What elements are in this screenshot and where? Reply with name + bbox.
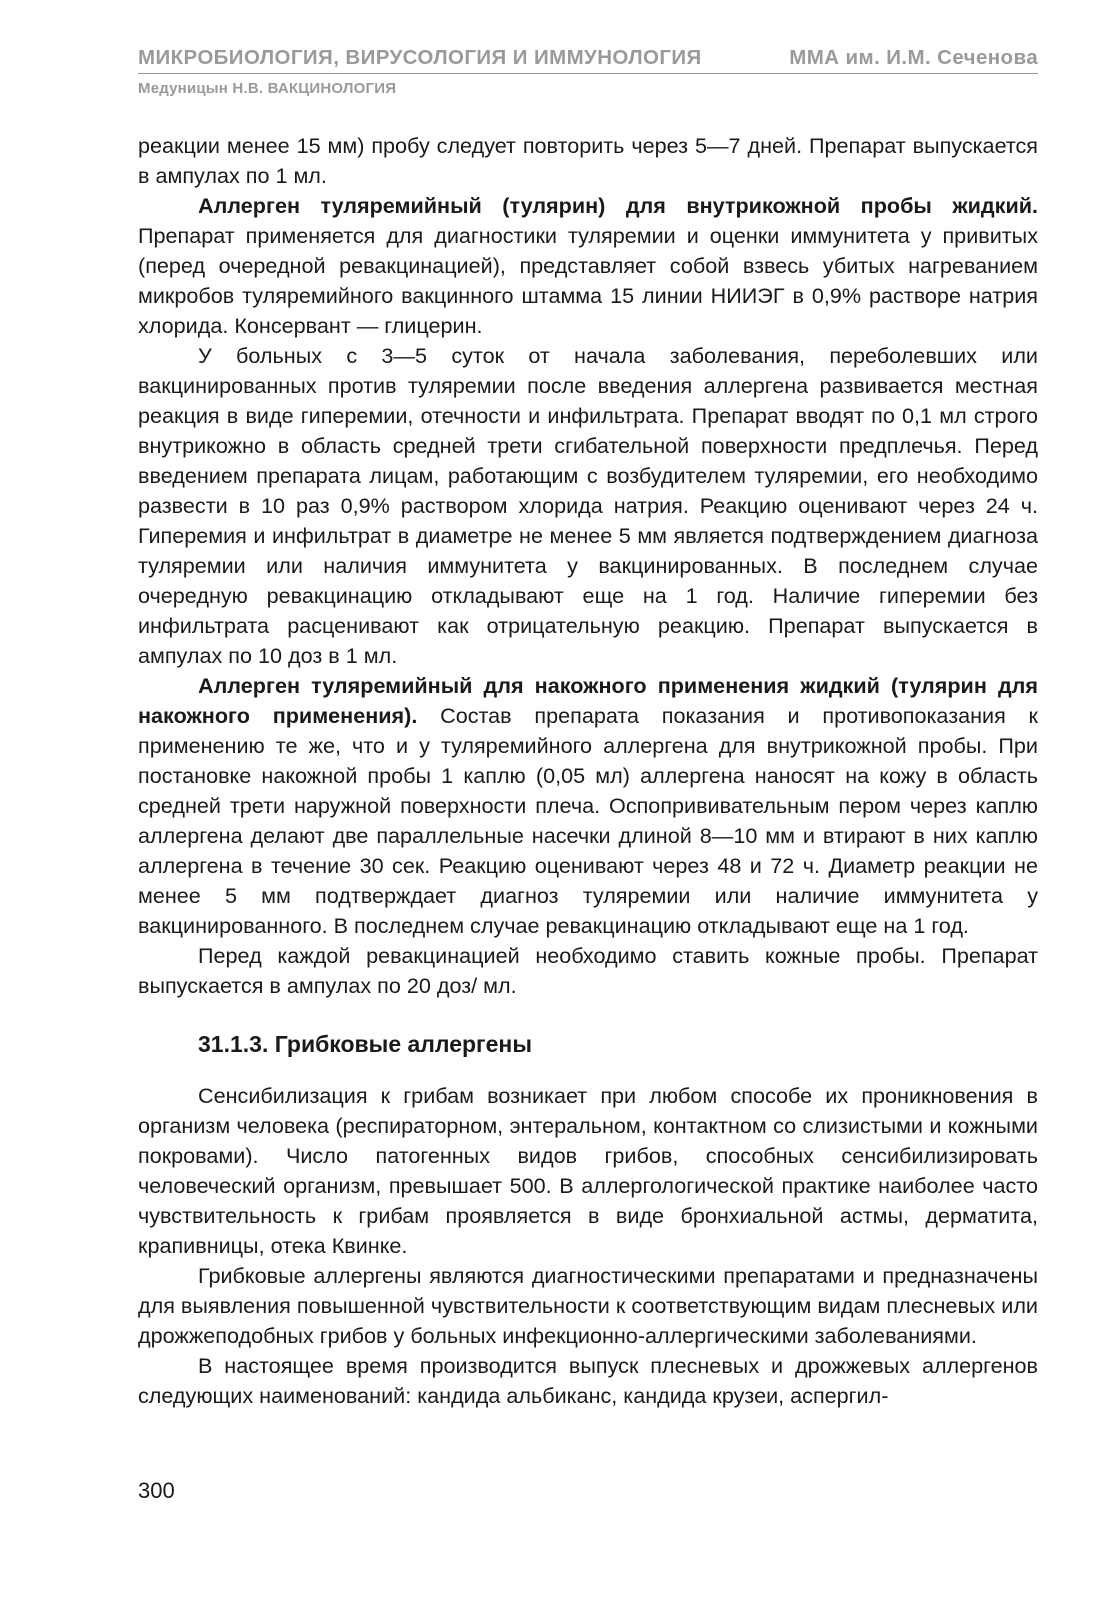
header-subtitle: Медуницын Н.В. ВАКЦИНОЛОГИЯ [138,80,397,97]
term-tularin-intradermal: Аллерген туляремийный (тулярин) для внутрикожной пробы жидкий. [198,193,1038,218]
paragraph-continuation: реакции менее 15 мм) пробу следует повторить через 5—7 дней. Препарат выпускается в ампулах по 1 мл. [138,133,1038,188]
paragraph-reaction: У больных с 3—5 суток от начала заболевания, переболевших или вакцинированных против туляремии после введения аллергена развивается местная реакция в виде гиперемии, отечности и инфильтрата. Препарат вводят по 0,1 мл строго внутрикожно в область средней трети сгибательной поверхности предплечья. Перед введением препарата лицам, работающим с возбудителем туляремии, его необходимо развести в 10 раз 0,9% раствором хлорида натрия. Реакцию оценивают через 24 ч. Гиперемия и инфильтрат в диаметре не менее 5 мм является подтверждением диагноза туляремии или наличия иммунитета у вакцинированных. В последнем случае очередную ревакцинацию откладывают еще на 1 год. Наличие гиперемии без инфильтрата расценивают как отрицательную реакцию. Препарат выпускается в ампулах по 10 доз в 1 мл. [138,343,1038,668]
paragraph-tularin-cutaneous [138,671,1038,941]
tularin-cutaneous-text: Состав препарата показания и противопоказания к применению те же, что и у туляремийного аллергена для внутрикожной пробы. При постановке накожной пробы 1 каплю (0,05 мл) аллергена наносят на кожу в область средней трети наружной поверхности плеча. Оспопрививательным пером через каплю аллергена делают две параллельные насечки длиной 8—10 мм и втирают в них каплю аллергена в течение 30 сек. Реакцию оценивают через 48 и 72 ч. Диаметр реакции не менее 5 мм подтверждает диагноз туляремии или наличие иммунитета у вакцинированного. В последнем случае ревакцинацию откладывают еще на 1 год. [138,703,1039,938]
header-book-title: МИКРОБИОЛОГИЯ, ВИРУСОЛОГИЯ И ИММУНОЛОГИЯ [138,46,702,69]
paragraph-production: В настоящее время производится выпуск плесневых и дрожжевых аллергенов следующих наименований: кандида альбиканс, кандида крузеи, аспергил- [138,1353,1038,1408]
header-rule [138,73,1038,74]
paragraph-revaccination: Перед каждой ревакцинацией необходимо ставить кожные пробы. Препарат выпускается в ампулах по 20 доз/ мл. [138,943,1038,998]
tularin-intradermal-text: Препарат применяется для диагностики туляремии и оценки иммунитета у привитых (перед очередной ревакцинацией), представляет собой взвесь убитых нагреванием микробов туляремийного вакцинного штамма 15 линии НИИЭГ в 0,9% растворе натрия хлорида. Консервант — глицерин. [138,223,1038,338]
page-number: 300 [138,1478,175,1503]
section-heading: 31.1.3. Грибковые аллергены [198,1031,532,1057]
term-tularin-cutaneous: Аллерген туляремийный для накожного применения жидкий (тулярин для накожного применения). [138,673,1038,728]
running-header [138,46,1038,97]
header-row [138,46,1038,70]
paragraph-fungal-allergens: Грибковые аллергены являются диагностическими препаратами и предназначены для выявления повышенной чувствительности к соответствующим видам плесневых или дрожжеподобных грибов у больных инфекционно-аллергическими заболеваниями. [138,1263,1038,1348]
paragraph-sensitization: Сенсибилизация к грибам возникает при любом способе их проникновения в организм человека (респираторном, энтеральном, контактном со слизистыми и кожными покровами). Число патогенных видов грибов, способных сенсибилизировать человеческий организм, превышает 500. В аллергологической практике наиболее часто чувствительность к грибам проявляется в виде бронхиальной астмы, дерматита, крапивницы, отека Квинке. [138,1083,1038,1258]
header-institution: ММА им. И.М. Сеченова [789,46,1038,69]
page-body [138,131,1038,1411]
paragraph-tularin-intradermal [138,191,1038,341]
